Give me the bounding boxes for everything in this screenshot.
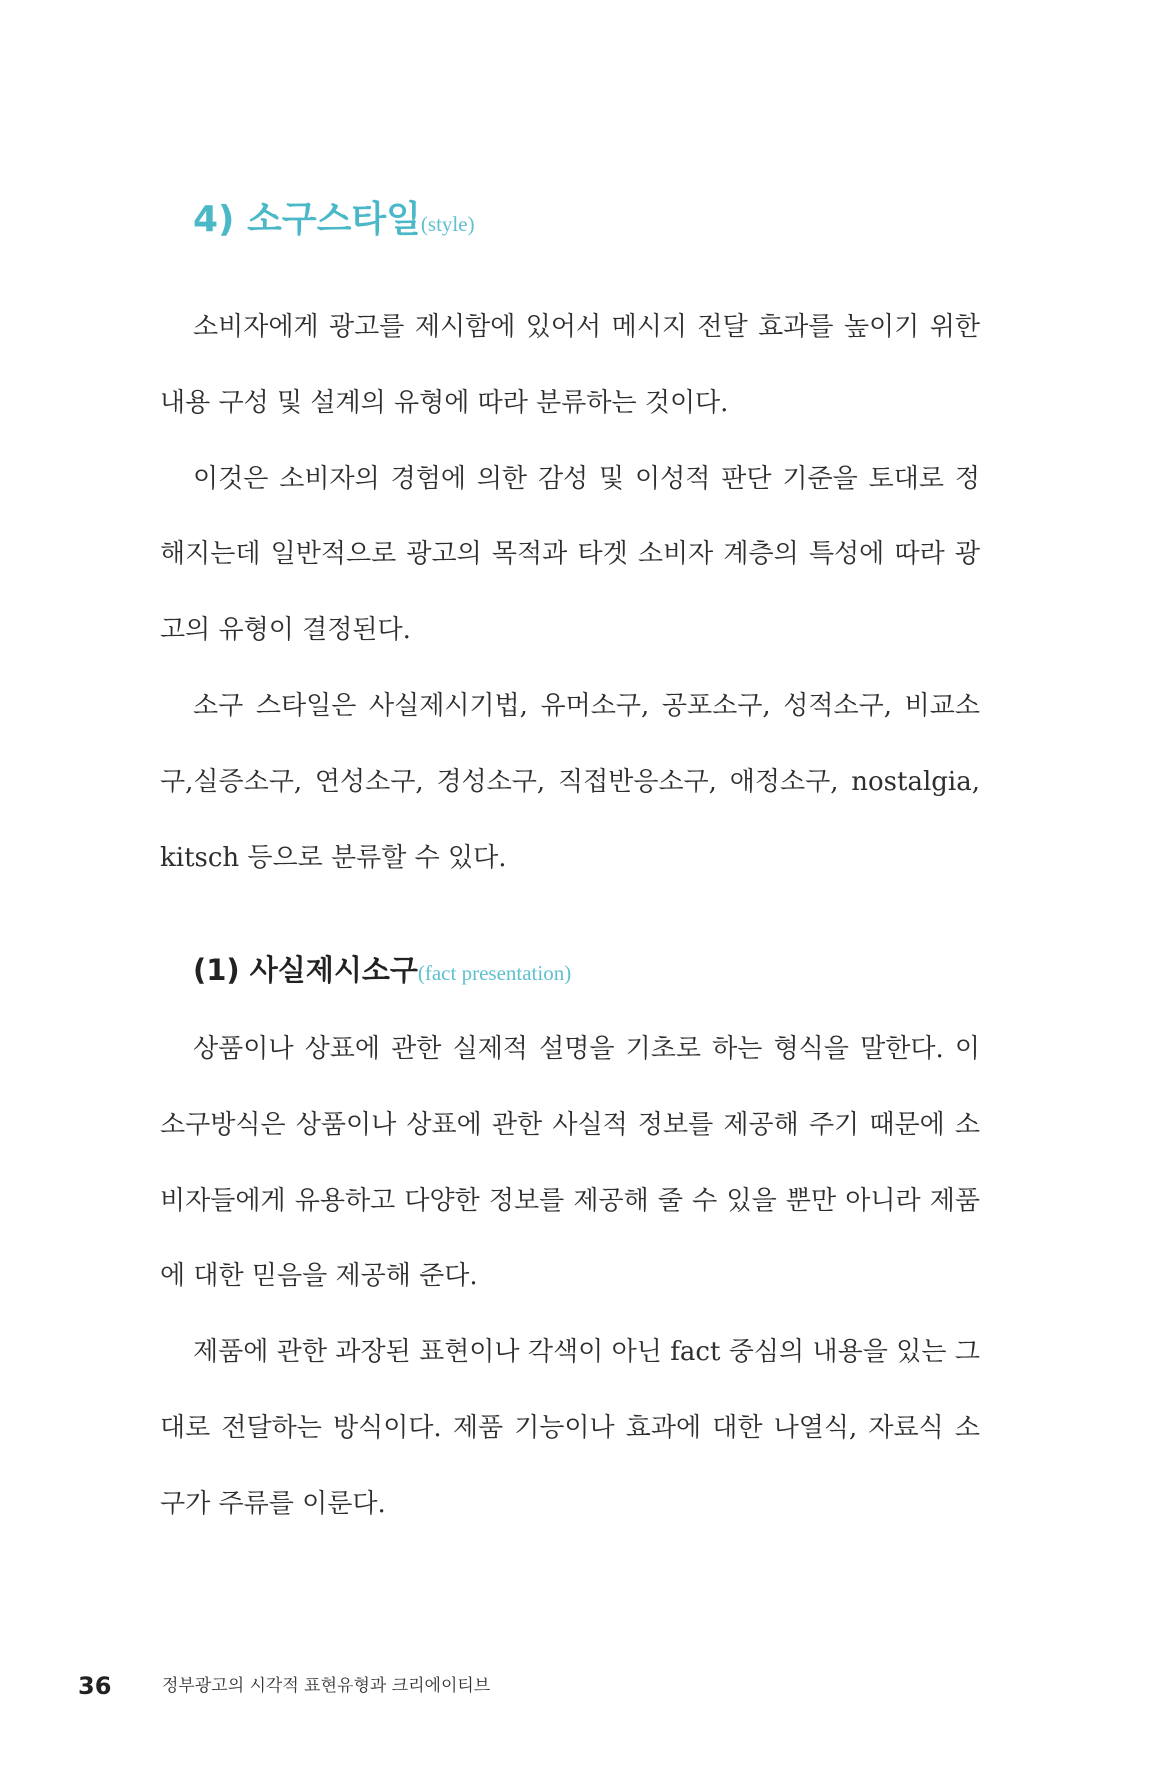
paragraph-line: kitsch 등으로 분류할 수 있다. xyxy=(160,843,507,873)
paragraph-line: 구가 주류를 이룬다. xyxy=(160,1489,386,1519)
paragraph-line: 이것은 소비자의 경험에 의한 감성 및 이성적 판단 기준을 토대로 정 xyxy=(193,464,980,494)
section-heading-text: 4) 소구스타일 xyxy=(193,199,421,240)
paragraph-line: 소구방식은 상품이나 상표에 관한 사실적 정보를 제공해 주기 때문에 소 xyxy=(160,1110,980,1140)
paragraph-line: 제품에 관한 과장된 표현이나 각색이 아닌 fact 중심의 내용을 있는 그 xyxy=(193,1337,980,1367)
paragraph-line: 구,실증소구, 연성소구, 경성소구, 직접반응소구, 애정소구, nostalgia, xyxy=(160,767,980,797)
paragraph-line: 소비자에게 광고를 제시함에 있어서 메시지 전달 효과를 높이기 위한 xyxy=(193,312,980,342)
paragraph-line: 고의 유형이 결정된다. xyxy=(160,615,411,645)
paragraph-line: 상품이나 상표에 관한 실제적 설명을 기초로 하는 형식을 말한다. 이 xyxy=(193,1034,980,1064)
paragraph-line: 에 대한 믿음을 제공해 준다. xyxy=(160,1261,478,1291)
running-footer-title: 정부광고의 시각적 표현유형과 크리에이티브 xyxy=(162,1676,491,1696)
section-heading-subtitle: (style) xyxy=(420,212,475,236)
page-number: 36 xyxy=(78,1672,112,1700)
paragraph-line: 대로 전달하는 방식이다. 제품 기능이나 효과에 대한 나열식, 자료식 소 xyxy=(160,1413,980,1443)
subsection-heading xyxy=(193,945,571,998)
paragraph-line: 비자들에게 유용하고 다양한 정보를 제공해 줄 수 있을 뿐만 아니라 제품 xyxy=(160,1186,980,1216)
subsection-heading-subtitle: (fact presentation) xyxy=(417,961,572,985)
paragraph-line: 소구 스타일은 사실제시기법, 유머소구, 공포소구, 성적소구, 비교소 xyxy=(193,691,980,721)
subsection-heading-text: (1) 사실제시소구 xyxy=(193,953,418,987)
paragraph-line: 해지는데 일반적으로 광고의 목적과 타겟 소비자 계층의 특성에 따라 광 xyxy=(160,539,980,569)
section-heading xyxy=(193,190,475,254)
paragraph-line: 내용 구성 및 설계의 유형에 따라 분류하는 것이다. xyxy=(160,388,729,418)
